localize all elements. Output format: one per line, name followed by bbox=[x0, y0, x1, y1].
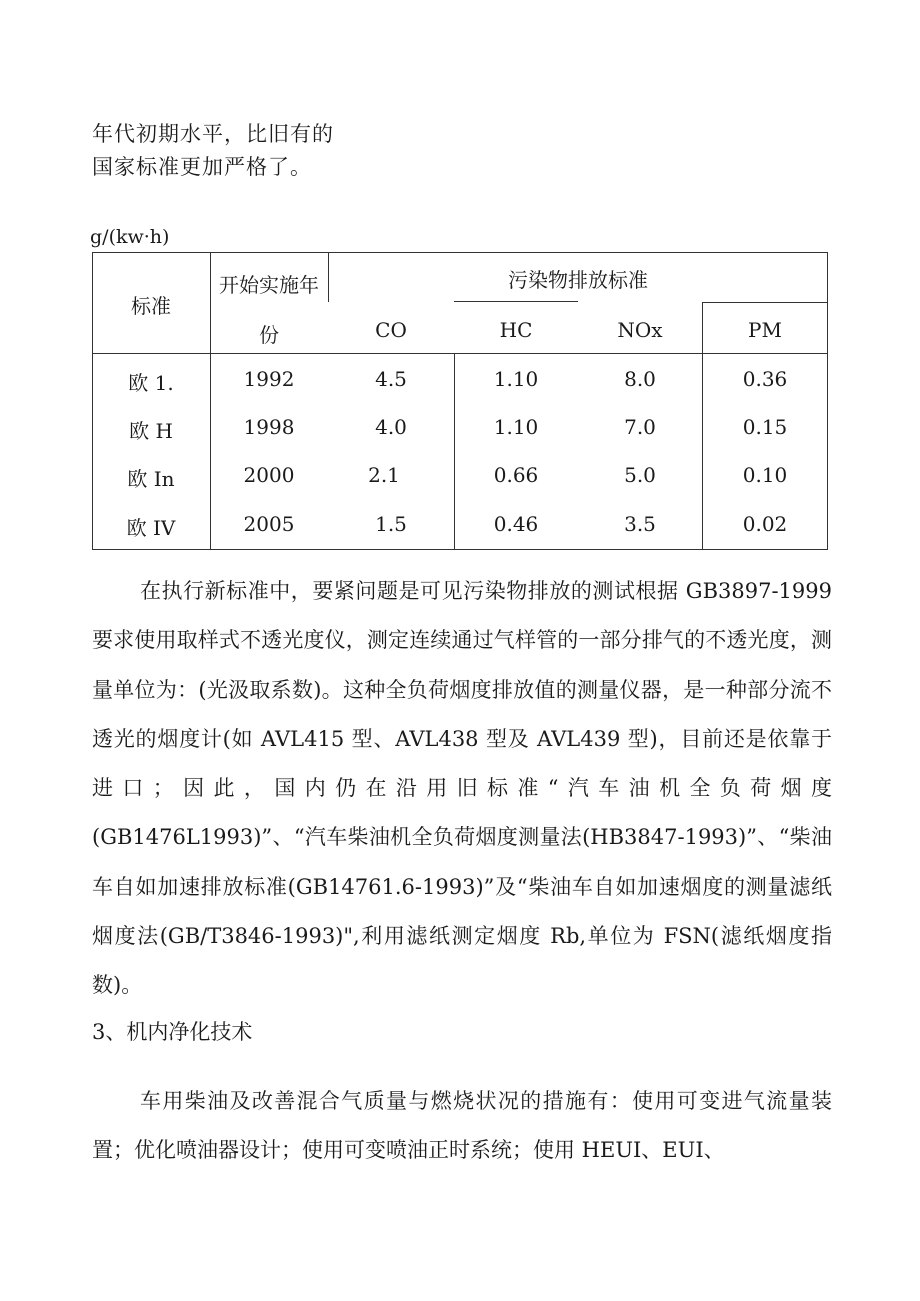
header-pm: PM bbox=[748, 318, 782, 342]
row1-pm: 0.36 bbox=[742, 367, 788, 391]
row4-co: 1.5 bbox=[375, 512, 407, 536]
row3-pm: 0.10 bbox=[742, 463, 788, 487]
section-heading: 3、机内净化技术 bbox=[92, 1020, 253, 1044]
intro-line-1: 年代初期水平，比旧有的 bbox=[92, 122, 334, 146]
paragraph-2-text: 车用柴油及改善混合气质量与燃烧状况的措施有：使用可变进气流量装置；优化喷油器设计；使用可变喷油正时系统；使用 HEUI、EUI、 bbox=[92, 1089, 832, 1163]
table-unit-label: g/(kw·h) bbox=[90, 226, 170, 248]
row1-co: 4.5 bbox=[375, 367, 407, 391]
row3-co: 2.1 bbox=[368, 463, 400, 487]
row2-co: 4.0 bbox=[375, 415, 407, 439]
row2-pm: 0.15 bbox=[742, 415, 788, 439]
header-hc: HC bbox=[499, 318, 533, 342]
row4-hc: 0.46 bbox=[493, 512, 539, 536]
row1-nox: 8.0 bbox=[624, 367, 656, 391]
row3-standard: 欧 In bbox=[127, 467, 175, 491]
row2-standard: 欧 H bbox=[129, 419, 173, 443]
header-nox: NOx bbox=[617, 318, 663, 342]
header-start-year-bottom: 份 bbox=[259, 323, 279, 347]
header-standard: 标准 bbox=[131, 294, 171, 318]
row1-hc: 1.10 bbox=[493, 367, 539, 391]
header-co: CO bbox=[375, 318, 407, 342]
row3-nox: 5.0 bbox=[624, 463, 656, 487]
row4-year: 2005 bbox=[243, 512, 295, 536]
row2-hc: 1.10 bbox=[493, 415, 539, 439]
row3-year: 2000 bbox=[243, 463, 295, 487]
paragraph-measures bbox=[92, 1077, 832, 1176]
row1-standard: 欧 1. bbox=[128, 371, 174, 395]
row4-pm: 0.02 bbox=[742, 512, 788, 536]
row4-nox: 3.5 bbox=[624, 512, 656, 536]
header-pollutant-group: 污染物排放标准 bbox=[508, 268, 648, 292]
paragraph-smoke-testing bbox=[92, 567, 832, 1011]
row4-standard: 欧 IV bbox=[126, 516, 176, 540]
row3-hc: 0.66 bbox=[493, 463, 539, 487]
row1-year: 1992 bbox=[243, 367, 295, 391]
paragraph-1-text: 在执行新标准中，要紧问题是可见污染物排放的测试根据 GB3897-1999 要求使用取样式不透光度仪，测定连续通过气样管的一部分排气的不透光度，测量单位为：(光汲取系数)。这种全负荷烟度排放值的测量仪器，是一种部分流不透光的烟度计(如 AVL415 型、AVL438 型及 AVL439 型)，目前还是依靠于进口；因此，国内仍在沿用旧标准“汽车油机全负荷烟度(GB1476L1993)”、“汽车柴油机全负荷烟度测量法(HB3847-1993)”、“柴油车自如加速排放标准(GB14761.6-1993)”及“柴油车自如加速烟度的测量滤纸烟度法(GB/T3846-1993)",利用滤纸测定烟度 Rb,单位为 FSN(滤纸烟度指数)。 bbox=[92, 579, 832, 998]
row2-nox: 7.0 bbox=[624, 415, 656, 439]
intro-line-2: 国家标准更加严格了。 bbox=[92, 155, 312, 179]
header-start-year-top: 开始实施年 bbox=[219, 273, 319, 297]
row2-year: 1998 bbox=[243, 415, 295, 439]
emission-standards-table bbox=[92, 252, 828, 550]
